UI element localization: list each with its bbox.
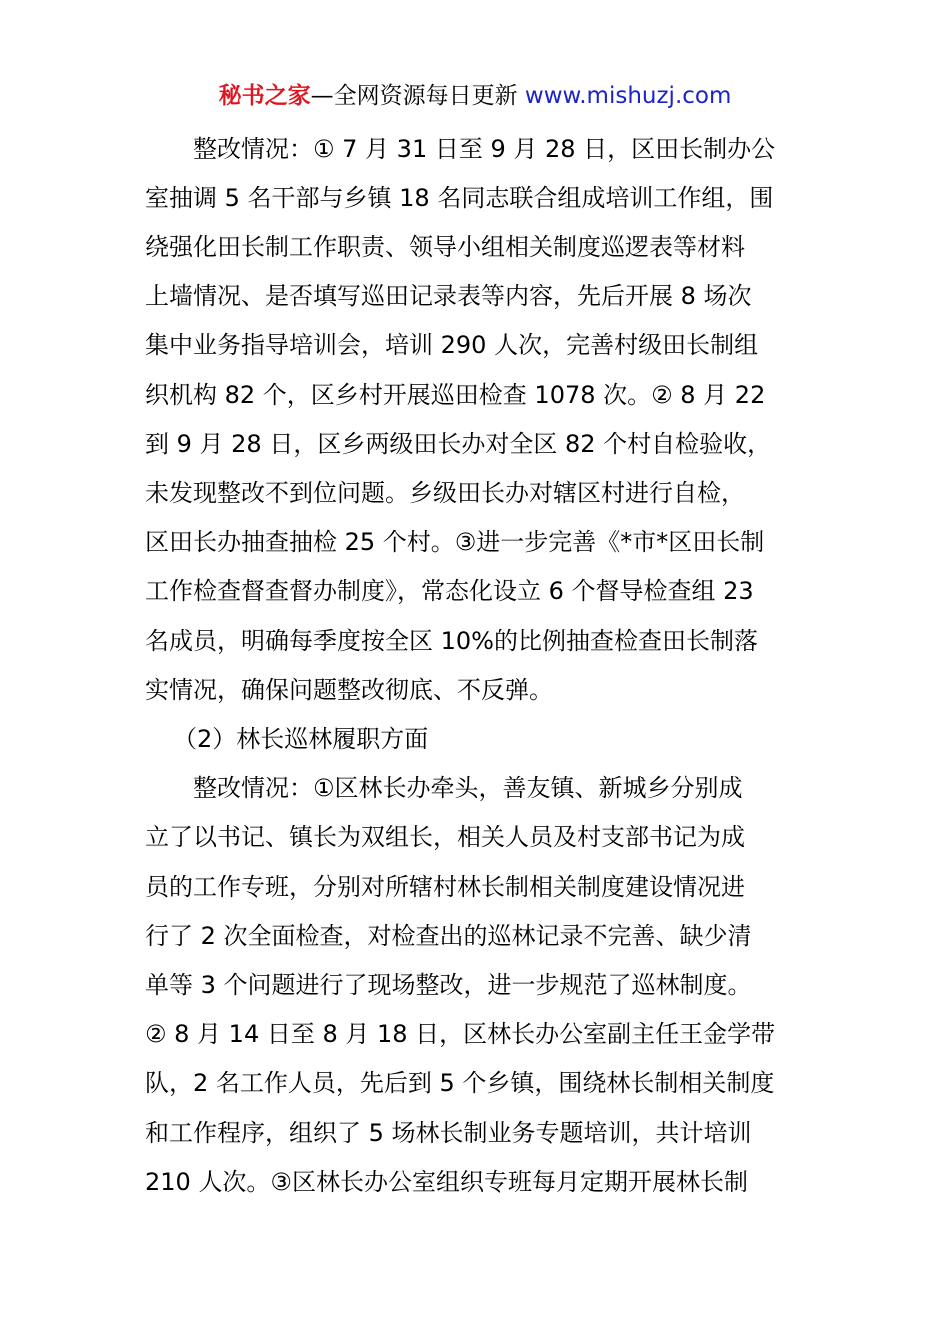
paragraph-line: 绕强化田长制工作职责、领导小组相关制度巡逻表等材料 (145, 233, 745, 261)
paragraph-line: 名成员，明确每季度按全区 10%的比例抽查检查田长制落 (145, 627, 758, 655)
paragraph-line: 实情况，确保问题整改彻底、不反弹。 (145, 676, 553, 704)
section-heading: （2）林长巡林履职方面 (173, 725, 429, 753)
paragraph-line: 集中业务指导培训会，培训 290 人次，完善村级田长制组 (145, 331, 759, 359)
paragraph-line: 立了以书记、镇长为双组长，相关人员及村支部书记为成 (145, 823, 745, 851)
paragraph-line: 工作检查督查督办制度》，常态化设立 6 个督导检查组 23 (145, 577, 754, 605)
paragraph-line: 单等 3 个问题进行了现场整改，进一步规范了巡林制度。 (145, 971, 752, 999)
paragraph-line: 队，2 名工作人员，先后到 5 个乡镇，围绕林长制相关制度 (145, 1069, 775, 1097)
paragraph-line: 和工作程序，组织了 5 场林长制业务专题培训，共计培训 (145, 1119, 752, 1147)
paragraph-line: 上墙情况、是否填写巡田记录表等内容，先后开展 8 场次 (145, 282, 752, 310)
paragraph-line: 行了 2 次全面检查，对检查出的巡林记录不完善、缺少清 (145, 922, 752, 950)
paragraph-line: 未发现整改不到位问题。乡级田长办对辖区村进行自检， (145, 479, 745, 507)
paragraph-line: ② 8 月 14 日至 8 月 18 日，区林长办公室副主任王金学带 (145, 1020, 776, 1048)
brand-name: 秘书之家 (218, 83, 311, 109)
paragraph-line: 到 9 月 28 日，区乡两级田长办对全区 82 个村自检验收， (145, 430, 772, 458)
paragraph-line: 区田长办抽查抽检 25 个村。③进一步完善《*市*区田长制 (145, 528, 765, 556)
site-url-link[interactable]: www.mishuzj.com (524, 83, 732, 109)
header-tagline: —全网资源每日更新 (310, 83, 525, 109)
paragraph-line: 210 人次。③区林长办公室组织专班每月定期开展林长制 (145, 1168, 748, 1196)
paragraph-line: 整改情况：①区林长办牵头，善友镇、新城乡分别成 (193, 774, 743, 802)
paragraph-line: 织机构 82 个，区乡村开展巡田检查 1078 次。② 8 月 22 (145, 381, 766, 409)
paragraph-line: 整改情况：① 7 月 31 日至 9 月 28 日，区田长制办公 (193, 135, 776, 163)
document-header (0, 80, 950, 112)
paragraph-line: 员的工作专班，分别对所辖村林长制相关制度建设情况进 (145, 873, 745, 901)
paragraph-line: 室抽调 5 名干部与乡镇 18 名同志联合组成培训工作组，围 (145, 184, 774, 212)
